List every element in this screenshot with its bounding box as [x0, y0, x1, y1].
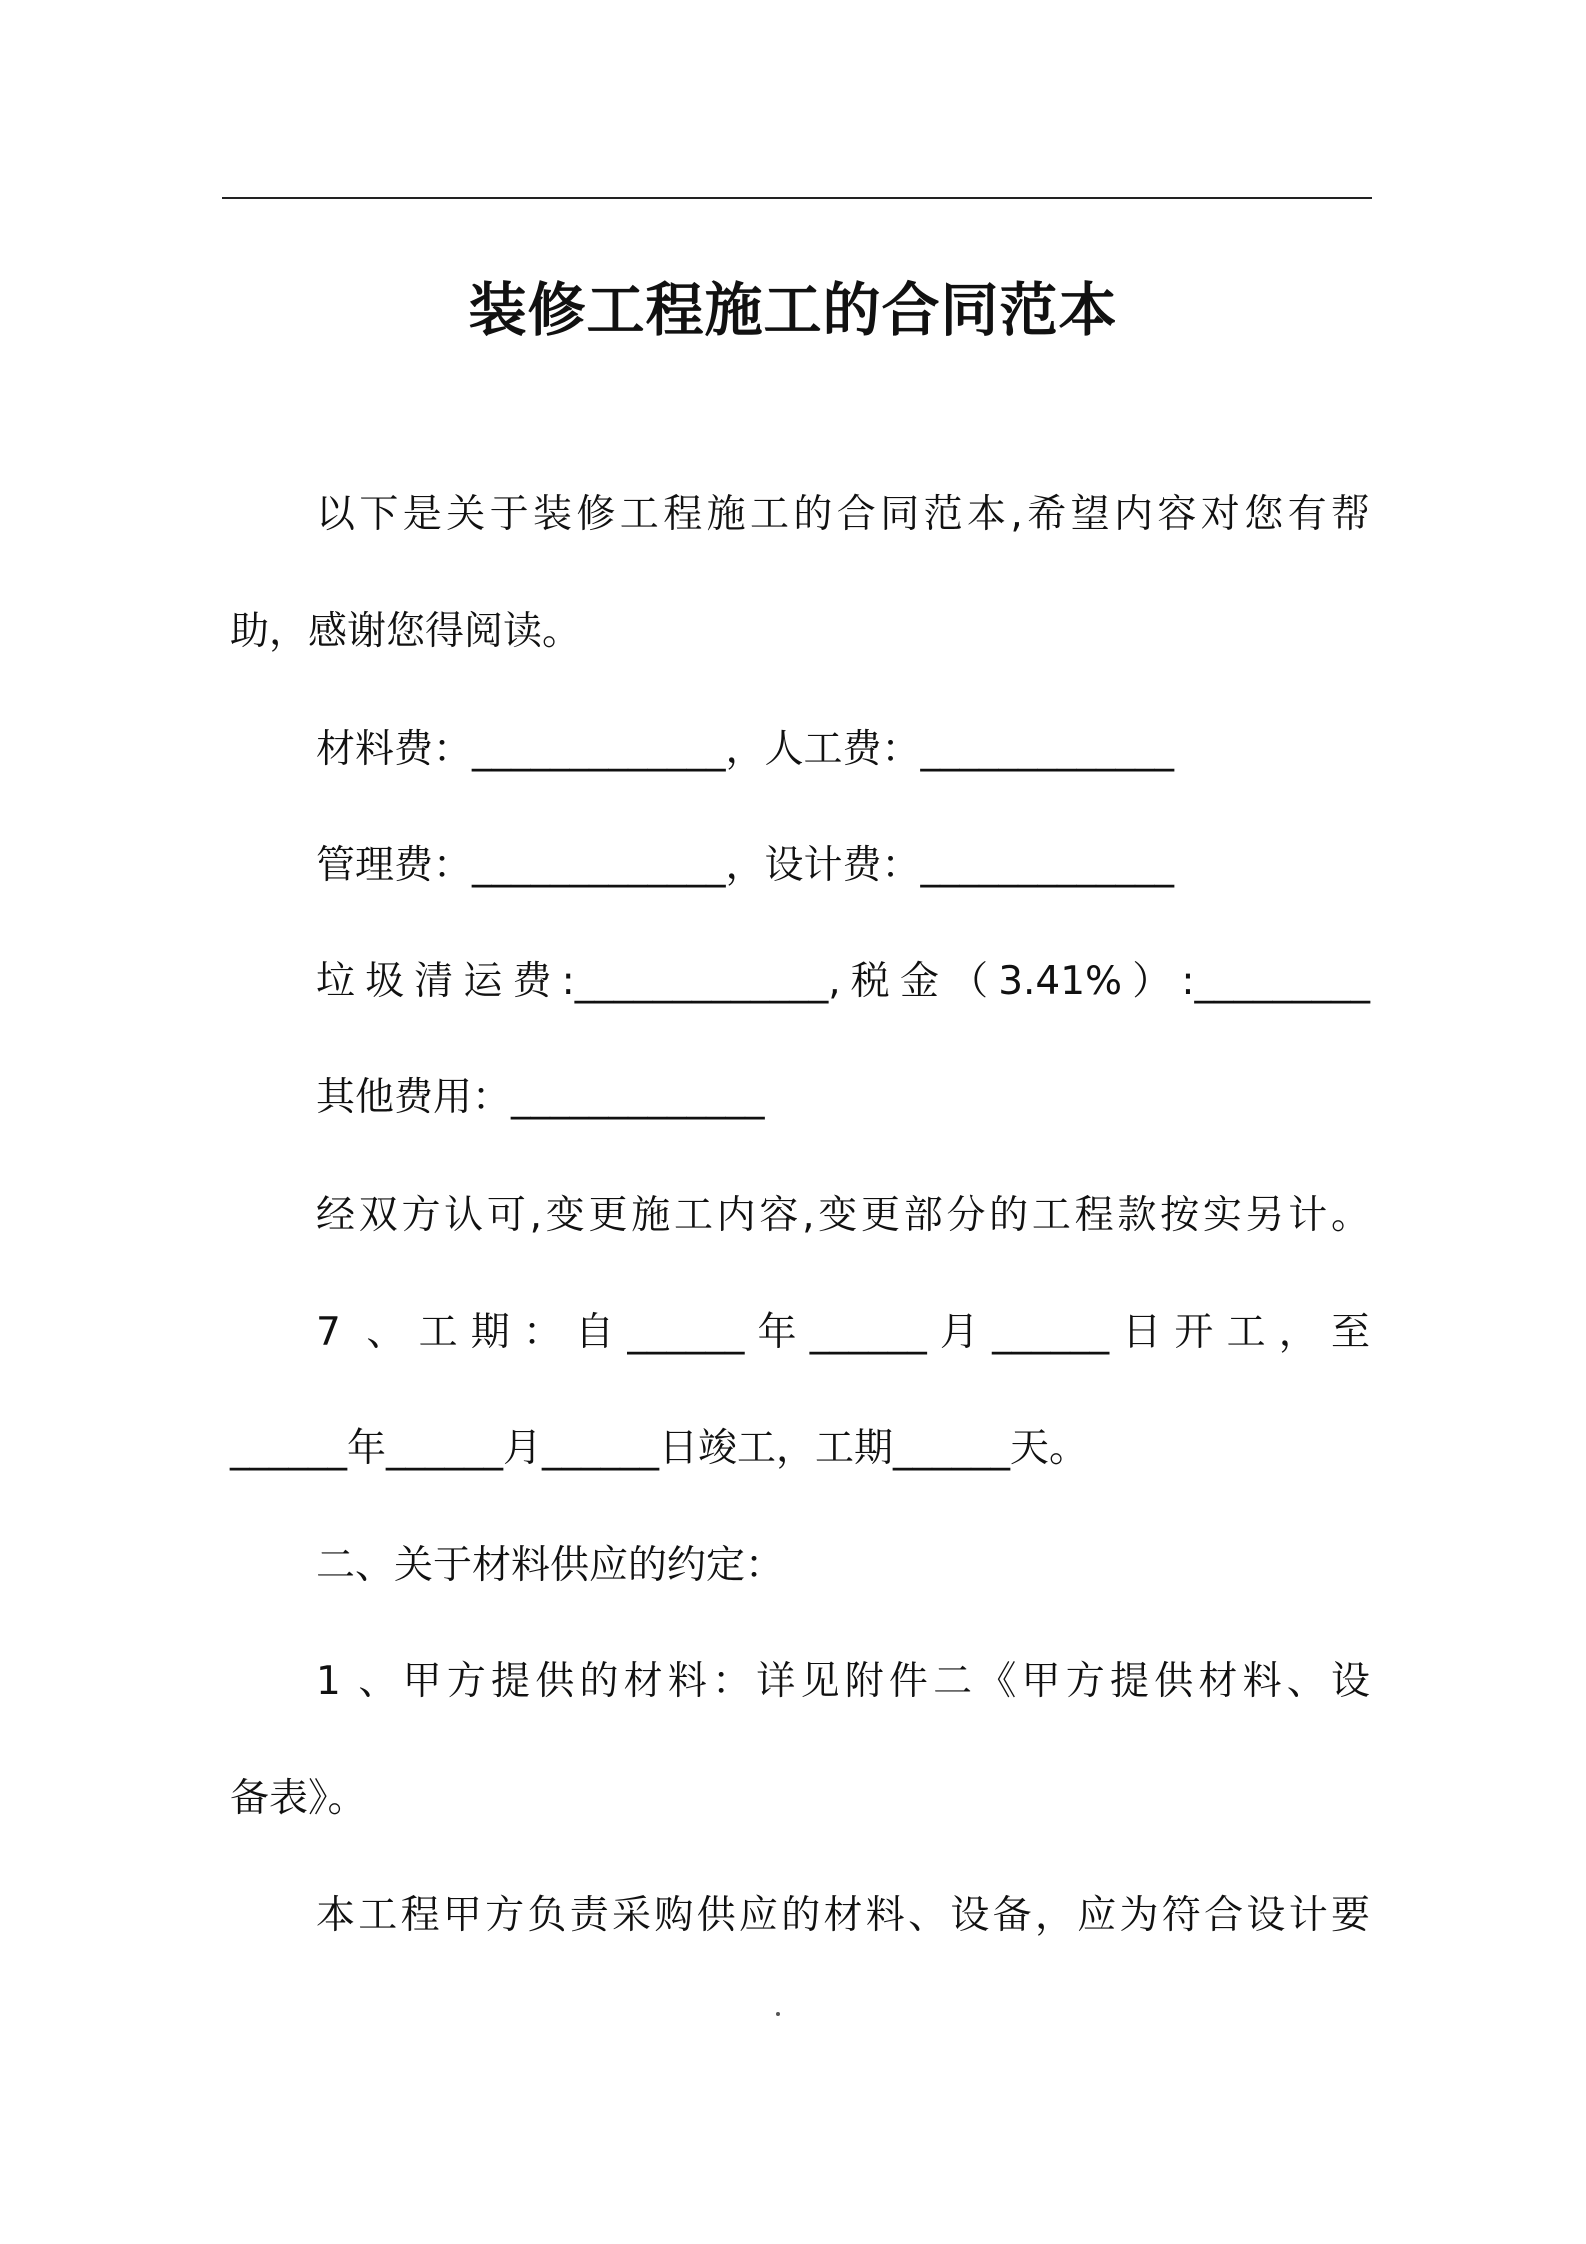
paragraph-line-schedule: 7 、工期：自______年______月______日开工，至	[316, 1310, 1370, 1355]
paragraph-line-change: 经双方认可,变更施工内容,变更部分的工程款按实另计。	[316, 1193, 1370, 1238]
section-heading-materials: 二、关于材料供应的约定：	[316, 1543, 785, 1588]
fee-line-management-design: 管理费：_____________，设计费：_____________	[316, 843, 1175, 888]
fee-line-material-labor: 材料费：_____________，人工费：_____________	[316, 727, 1175, 772]
paragraph-line-procurement: 本工程甲方负责采购供应的材料、设备，应为符合设计要	[316, 1893, 1370, 1938]
paragraph-line-intro-cont: 助，感谢您得阅读。	[230, 609, 582, 654]
fee-line-other: 其他费用：_____________	[316, 1075, 765, 1120]
document-title: 装修工程施工的合同范本	[468, 276, 1118, 344]
paragraph-line-intro: 以下是关于装修工程施工的合同范本,希望内容对您有帮	[316, 492, 1370, 537]
page-marker-dot	[776, 2012, 780, 2016]
fee-line-cleanup-tax: 垃圾清运费:_____________,税金（3.41%）:_________	[316, 959, 1370, 1004]
paragraph-line-party-a-materials-cont: 备表》。	[230, 1776, 367, 1821]
paragraph-line-party-a-materials: 1 、甲方提供的材料：详见附件二《甲方提供材料、设	[316, 1659, 1370, 1704]
header-rule	[222, 197, 1372, 199]
paragraph-line-schedule-cont: ______年______月______日竣工，工期______天。	[230, 1426, 1089, 1471]
